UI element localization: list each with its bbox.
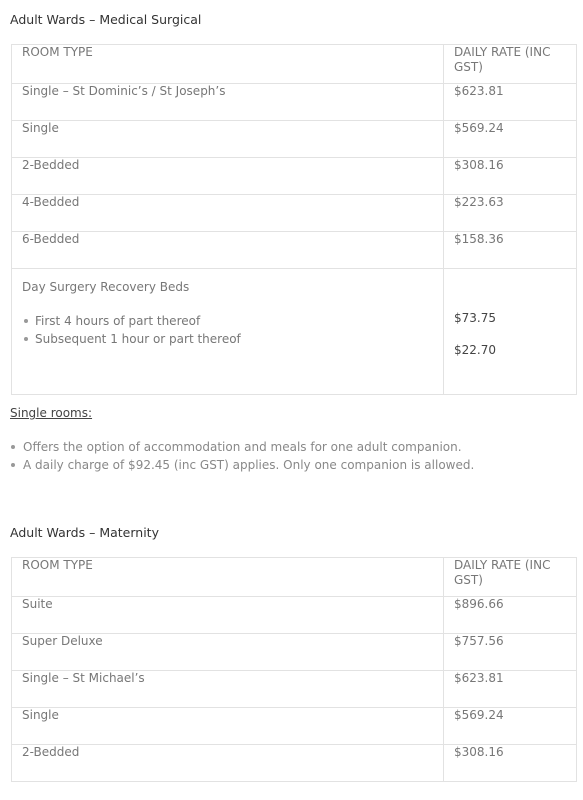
column-header-daily-rate: DAILY RATE (INC GST) [444,45,577,84]
room-type-cell: 6-Bedded [12,232,444,269]
table-row [12,121,577,158]
table-row-day-surgery [12,269,577,395]
table-row [12,671,577,708]
table-header-row [12,45,577,84]
table-row [12,745,577,782]
rate-cell: $623.81 [444,671,577,708]
table-row [12,708,577,745]
table-row [12,634,577,671]
rate-cell: $308.16 [444,158,577,195]
rate-value: $22.70 [454,343,496,357]
day-surgery-label: Day Surgery Recovery Beds [22,280,190,294]
table-header-row [12,558,577,597]
room-type-cell: Single – St Dominic’s / St Joseph’s [12,84,444,121]
rate-cell: $158.36 [444,232,577,269]
column-header-room-type: ROOM TYPE [12,45,444,84]
room-type-cell: Single [12,708,444,745]
rate-cell: $623.81 [444,84,577,121]
list-item: Offers the option of accommodation and meals for one adult companion. [10,438,575,456]
column-header-room-type: ROOM TYPE [12,558,444,597]
rate-value: $73.75 [454,311,496,325]
maternity-table [11,557,577,782]
day-surgery-rates-cell [444,269,577,395]
day-surgery-cell [12,269,444,395]
table-row [12,195,577,232]
room-type-cell: Single [12,121,444,158]
list-item: Subsequent 1 hour or part thereof [22,330,433,348]
section-title-medical-surgical: Adult Wards – Medical Surgical [10,12,202,27]
single-rooms-heading: Single rooms: [10,406,93,420]
table-row [12,597,577,634]
day-surgery-list [22,312,433,348]
table-row [12,158,577,195]
rate-cell: $757.56 [444,634,577,671]
room-type-cell: 2-Bedded [12,158,444,195]
list-item: First 4 hours of part thereof [22,312,433,330]
rate-cell: $569.24 [444,121,577,158]
room-type-cell: Single – St Michael’s [12,671,444,708]
rate-cell: $896.66 [444,597,577,634]
section-title-maternity: Adult Wards – Maternity [10,525,159,540]
room-type-cell: Super Deluxe [12,634,444,671]
room-type-cell: 4-Bedded [12,195,444,232]
room-type-cell: Suite [12,597,444,634]
rate-cell: $223.63 [444,195,577,232]
single-rooms-notes [10,438,575,474]
rate-cell: $308.16 [444,745,577,782]
rate-cell: $569.24 [444,708,577,745]
list-item: A daily charge of $92.45 (inc GST) applies. Only one companion is allowed. [10,456,575,474]
table-row [12,84,577,121]
column-header-daily-rate: DAILY RATE (INC GST) [444,558,577,597]
room-type-cell: 2-Bedded [12,745,444,782]
medical-surgical-table [11,44,577,395]
table-row [12,232,577,269]
